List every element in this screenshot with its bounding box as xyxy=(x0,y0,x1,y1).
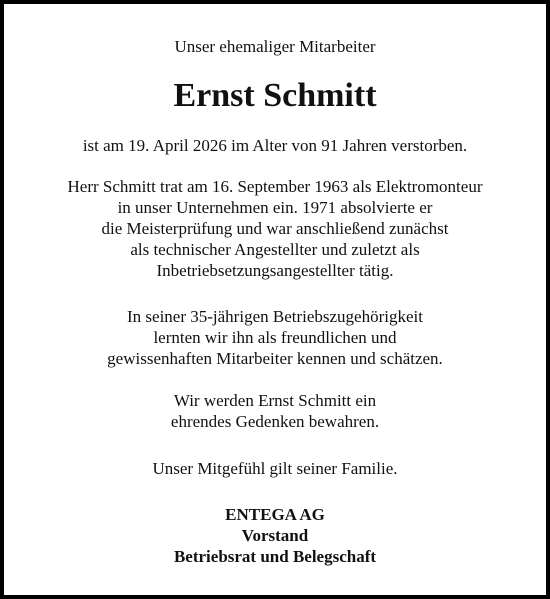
tribute-line: In seiner 35-jährigen Betriebszugehörigkeit xyxy=(127,307,423,326)
signatory-staff: Betriebsrat und Belegschaft xyxy=(173,547,377,566)
tribute-paragraph xyxy=(10,306,540,369)
intro-text: Unser ehemaliger Mitarbeiter xyxy=(174,37,376,56)
career-paragraph xyxy=(10,176,540,281)
tribute-line: lernten wir ihn als freundlichen und xyxy=(153,328,397,347)
tribute-line: gewissenhaften Mitarbeiter kennen und schätzen. xyxy=(107,349,443,368)
career-line: in unser Unternehmen ein. 1971 absolvierte er xyxy=(117,198,433,217)
company-name: ENTEGA AG xyxy=(225,505,325,524)
death-announcement: ist am 19. April 2026 im Alter von 91 Jahren verstorben. xyxy=(82,136,468,155)
career-line: die Meisterprüfung und war anschließend zunächst xyxy=(101,219,449,238)
career-line: Inbetriebsetzungsangestellter tätig. xyxy=(156,261,394,280)
memory-line: ehrendes Gedenken bewahren. xyxy=(170,412,380,431)
sympathy-text: Unser Mitgefühl gilt seiner Familie. xyxy=(152,459,398,478)
memory-paragraph xyxy=(10,390,540,432)
career-line: Herr Schmitt trat am 16. September 1963 als Elektromonteur xyxy=(67,177,483,196)
signature-block xyxy=(10,504,540,567)
memory-line: Wir werden Ernst Schmitt ein xyxy=(173,391,377,410)
signatory-board: Vorstand xyxy=(241,526,309,545)
deceased-name: Ernst Schmitt xyxy=(173,77,377,114)
career-line: als technischer Angestellter und zuletzt als xyxy=(130,240,420,259)
